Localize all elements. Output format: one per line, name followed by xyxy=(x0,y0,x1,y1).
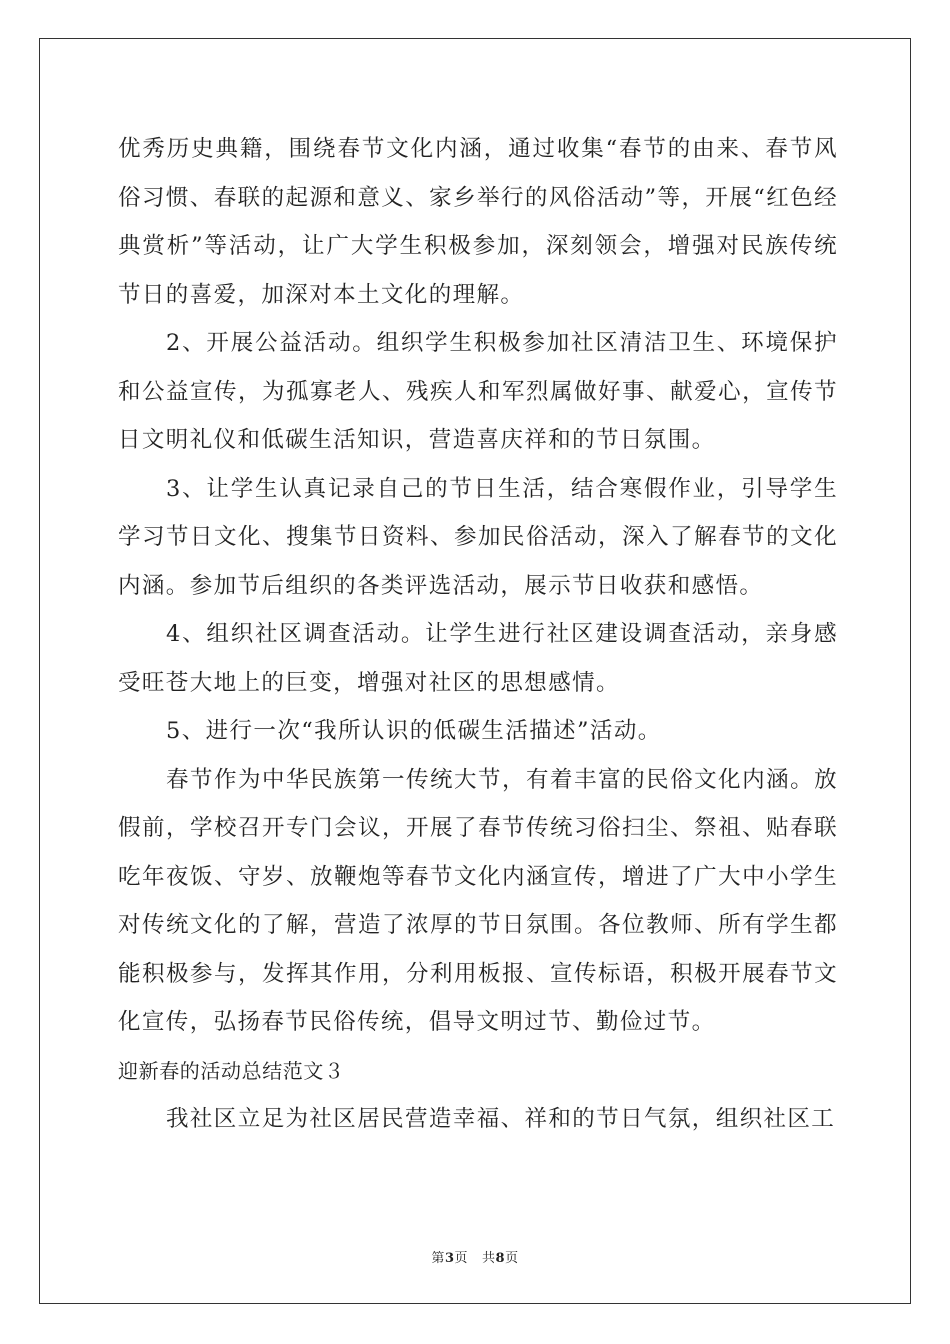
footer-current-page: 3 xyxy=(444,1251,455,1266)
paragraph-item-5: 5、进行一次“我所认识的低碳生活描述”活动。 xyxy=(166,718,662,744)
paragraph-item-2: 2、开展公益活动。组织学生积极参加社区清洁卫生、环境保护和公益宣传，为孤寡老人、残疾人和军烈属做好事、献爱心，宣传节日文明礼仪和低碳生活知识，营造喜庆祥和的节日氛围。 xyxy=(118,330,838,453)
paragraph-section-start: 我社区立足为社区居民营造幸福、祥和的节日气氛，组织社区工 xyxy=(166,1106,836,1132)
section-heading: 迎新春的活动总结范文３ xyxy=(118,1058,345,1083)
footer-prefix: 第 xyxy=(431,1251,445,1266)
footer-total-prefix: 共 xyxy=(482,1251,496,1266)
paragraph-summary: 春节作为中华民族第一传统大节，有着丰富的民俗文化内涵。放假前，学校召开专门会议，开展了春节传统习俗扫尘、祭祖、贴春联吃年夜饭、守岁、放鞭炮等春节文化内涵宣传，增进了广大中小学生对传统文化的了解，营造了浓厚的节日氛围。各位教师、所有学生都能积极参与，发挥其作用，分利用板报、宣传标语，积极开展春节文化宣传，弘扬春节民俗传统，倡导文明过节、勤俭过节。 xyxy=(118,766,838,1035)
document-body xyxy=(118,125,838,1144)
footer-page-suffix: 页 xyxy=(454,1251,468,1266)
page-footer xyxy=(0,1247,950,1266)
paragraph-item-3: 3、让学生认真记录自己的节日生活，结合寒假作业，引导学生学习节日文化、搜集节日资料、参加民俗活动，深入了解春节的文化内涵。参加节后组织的各类评选活动，展示节日收获和感悟。 xyxy=(118,475,838,599)
paragraph-item-4: 4、组织社区调查活动。让学生进行社区建设调查活动，亲身感受旺苍大地上的巨变，增强对社区的思想感情。 xyxy=(118,621,838,696)
footer-total-suffix: 页 xyxy=(505,1251,519,1266)
footer-total-pages: 8 xyxy=(495,1251,506,1266)
paragraph-continuation: 优秀历史典籍，围绕春节文化内涵，通过收集“春节的由来、春节风俗习惯、春联的起源和意义、家乡举行的风俗活动”等，开展“红色经典赏析”等活动，让广大学生积极参加，深刻领会，增强对民族传统节日的喜爱，加深对本土文化的理解。 xyxy=(118,136,838,308)
